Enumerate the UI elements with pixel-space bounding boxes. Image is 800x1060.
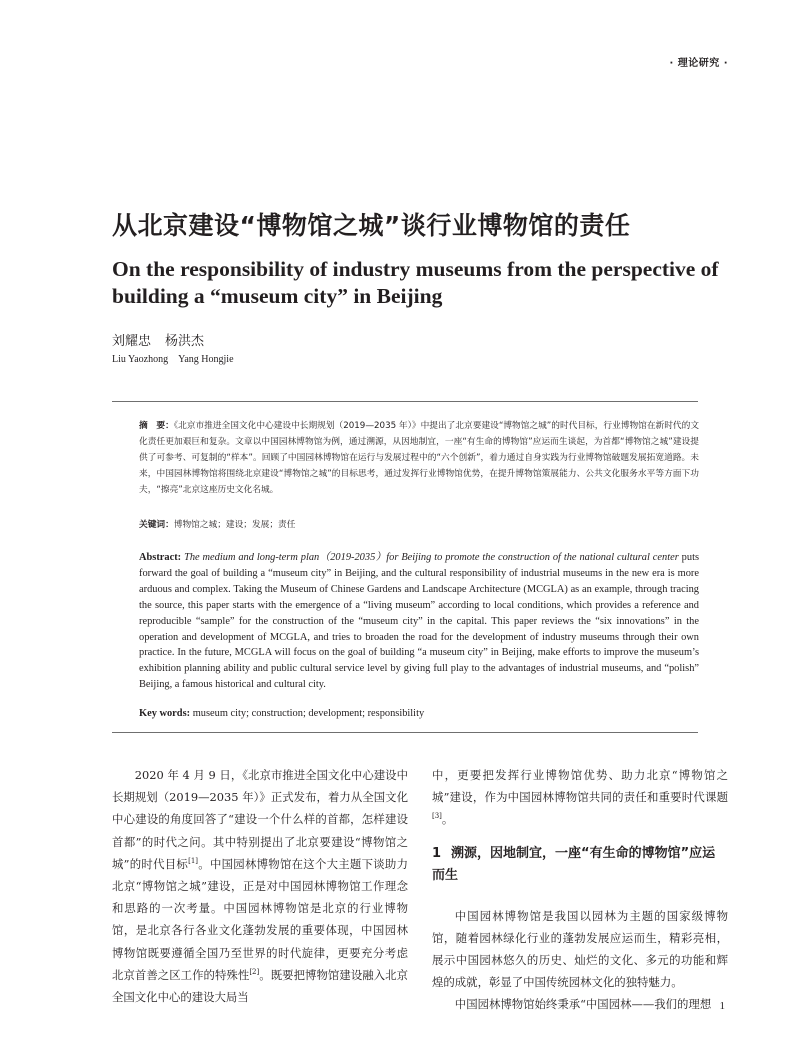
title-english: On the responsibility of industry museums from the perspective of building a “museum city” in Beijing bbox=[112, 257, 719, 308]
body-right-text-a: 中，更要把发挥行业博物馆优势、助力北京“博物馆之城”建设，作为中国园林博物馆共同的责任和重要时代课题 bbox=[432, 768, 728, 805]
body-right-text-b: 。 bbox=[441, 812, 454, 827]
body-left-text-c: 。既要把博物馆建设融入北京全国文化中心的建设大局当 bbox=[112, 967, 408, 1005]
section-heading-1 bbox=[432, 843, 728, 887]
section-title: 溯源，因地制宜，一座“有生命的博物馆”应运而生 bbox=[432, 845, 716, 883]
abstract-en-plan-title: The medium and long-term plan（2019-2035）for Beijing to promote the construction of the national cultural center bbox=[184, 552, 679, 563]
body-right-paragraph-2: 中国园林博物馆是我国以园林为主题的国家级博物馆，随着园林绿化行业的蓬勃发展应运而生，精彩亮相，展示中国园林悠久的历史、灿烂的文化、多元的功能和辉煌的成就，彰显了中国传统园林文化的独特魅力。 bbox=[432, 908, 728, 990]
keywords-english bbox=[139, 708, 699, 719]
abstract-en-text: puts forward the goal of building a “museum city” in Beijing, and the cultural responsibility of industrial museums in the new era is more arduous and complex. Taking the Museum of Chinese Gardens and Landscape Architecture (MCGLA) as an example, through tracing the source, this paper starts with the emergence of a “living museum” according to local conditions, which provides a reference and reproducible “sample” for the construction of the “museum city” in the capital. This paper reviews the “six innovations” in the operation and development of MCGLA, and tries to broaden the road for the development of industry museums through their own practice. In the future, MCGLA will focus on the goal of building “a museum city” in Beijing, make efforts to improve the museum’s exhibition planning ability and public cultural service level by giving full play to the advantages of industrial museums, and “polish” Beijing, a famous historical and cultural city. bbox=[139, 552, 699, 691]
abstract-cn-text: 《北京市推进全国文化中心建设中长期规划（2019—2035 年）》中提出了北京要建设“博物馆之城”的时代目标，行业博物馆在新时代的文化责任更加艰巨和复杂。文章以中国园林博物馆为例，通过溯源，从因地制宜，一座“有生命的博物馆”应运而生谈起，为首都“博物馆之城”建设提供了可参考、可复制的“样本”。回顾了中国园林博物馆在运行与发展过程中的“六个创新”，着力通过自身实践为行业博物馆破题发展拓宽道路。未来，中国园林博物馆将围绕北京建设“博物馆之城”的目标思考，通过发挥行业博物馆优势，在提升博物馆策展能力、公共文化服务水平等方面下功夫，“擦亮”北京这座历史文化名城。 bbox=[139, 421, 700, 495]
abstract-chinese bbox=[139, 418, 699, 498]
body-left-text-a: 2020 年 4 月 9 日，《北京市推进全国文化中心建设中长期规划（2019—2035 年）》正式发布，着力从全国文化中心建设的角度回答了“建设一个什么样的首都，怎样建设首都”的时代之问。其中特别提出了北京要建设“博物馆之城”的时代目标 bbox=[112, 768, 408, 871]
abstract-english bbox=[139, 550, 699, 693]
abstract-en-label: Abstract: bbox=[139, 552, 182, 563]
title-chinese: 从北京建设“博物馆之城”谈行业博物馆的责任 bbox=[112, 211, 631, 240]
body-left-text-b: 。中国园林博物馆在这个大主题下谈助力北京“博物馆之城”建设，正是对中国园林博物馆工作理念和思路的一次考量。中国园林博物馆是北京的行业博物馆，是北京各行各业文化蓬勃发展的重要体现，中国园林博物馆既要遵循全国乃至世界的时代旋律，更要充分考虑北京首善之区工作的特殊性 bbox=[112, 856, 408, 982]
keywords-en-label: Key words: bbox=[139, 708, 191, 719]
citation-2: [2] bbox=[249, 968, 260, 977]
body-column-left bbox=[112, 764, 408, 1008]
page-number: 1 bbox=[719, 1000, 725, 1012]
divider-bottom bbox=[112, 732, 698, 733]
author-cn-2: 杨洪杰 bbox=[165, 334, 205, 349]
keywords-chinese bbox=[139, 518, 699, 530]
abstract-cn-label: 摘 要： bbox=[139, 421, 174, 431]
section-number: 1 bbox=[432, 845, 442, 861]
author-cn-1: 刘耀忠 bbox=[112, 334, 152, 349]
authors-english bbox=[112, 354, 234, 365]
divider-top bbox=[112, 401, 698, 402]
keywords-cn-text: 博物馆之城；建设；发展；责任 bbox=[173, 520, 296, 530]
citation-1: [1] bbox=[188, 857, 199, 866]
body-right-paragraph-1 bbox=[432, 764, 728, 831]
section-tag: · 理论研究 · bbox=[669, 58, 728, 69]
authors-chinese bbox=[112, 330, 204, 349]
citation-3: [3] bbox=[432, 812, 442, 821]
author-en-1: Liu Yaozhong bbox=[112, 354, 169, 365]
keywords-cn-label: 关键词： bbox=[139, 520, 174, 530]
body-right-paragraph-3: 中国园林博物馆始终秉承“中国园林——我们的理想 bbox=[454, 997, 712, 1012]
body-column-right bbox=[432, 764, 728, 1016]
author-en-2: Yang Hongjie bbox=[178, 354, 234, 365]
keywords-en-text: museum city; construction; development; responsibility bbox=[192, 708, 425, 719]
